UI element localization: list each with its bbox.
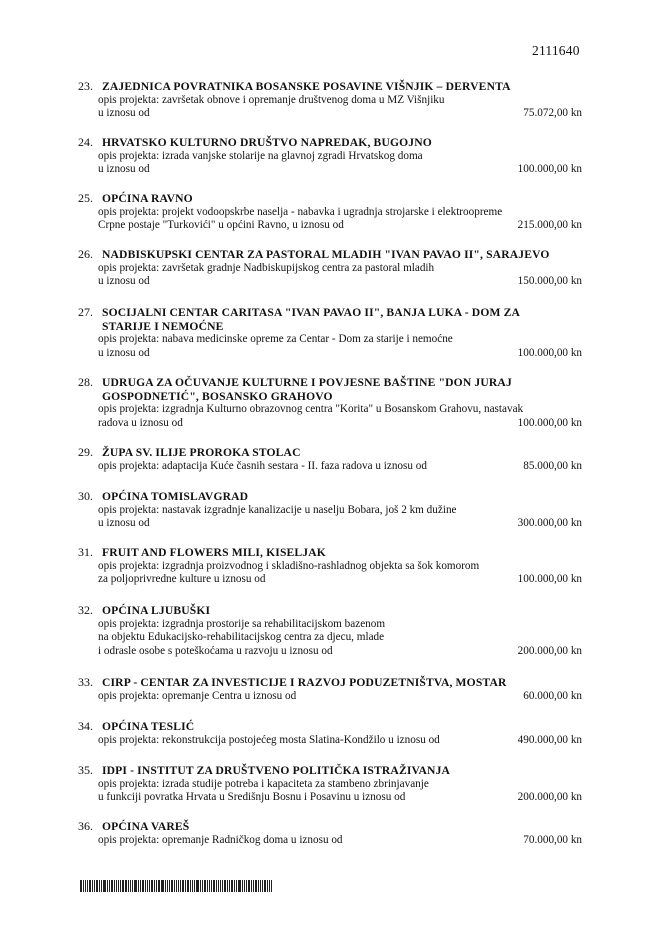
entry-description-line: opis projekta: završetak obnove i opremanje društvenog doma u MZ Višnjiku [98, 93, 445, 106]
barcode-bar [231, 880, 233, 892]
entry-title-line: HRVATSKO KULTURNO DRUŠTVO NAPREDAK, BUGOJNO [102, 136, 432, 149]
entry-title-line: OPĆINA VAREŠ [102, 820, 190, 833]
entry-amount-row [98, 734, 582, 748]
project-entry [78, 546, 582, 587]
entry-title [102, 764, 450, 778]
entry-number: 25. [78, 191, 93, 205]
barcode-bar [200, 880, 201, 892]
entry-amount: 200.000,00 kn [517, 791, 582, 803]
entry-title-line: SOCIJALNI CENTAR CARITASA "IVAN PAVAO II", BANJA LUKA - DOM ZA [102, 306, 521, 319]
entry-description-line: opis projekta: izrada studije potreba i kapaciteta za stambeno zbrinjavanje [98, 777, 429, 790]
barcode-bar [151, 880, 153, 892]
entry-amount: 100.000,00 kn [517, 416, 582, 429]
entry-description-line: opis projekta: izgradnja Kulturno obrazovnog centra "Korita" u Bosanskom Grahovu, nastavak [98, 403, 524, 415]
entry-number: 23. [78, 79, 93, 93]
entry-title-line: ŽUPA SV. ILIJE PROROKA STOLAC [102, 446, 301, 459]
barcode-bar [229, 880, 230, 892]
barcode-bar [207, 880, 208, 892]
barcode-bar [218, 880, 219, 892]
barcode-bar [111, 880, 113, 892]
barcode-bar [224, 880, 226, 892]
entry-title-line: STARIJE I NEMOĆNE [102, 319, 224, 333]
entry-amount-label: opis projekta: rekonstrukcija postojećeg mosta Slatina-Kondžilo u iznosu od [98, 733, 440, 746]
barcode-bar [238, 880, 241, 892]
entry-amount-row [98, 417, 582, 431]
barcode-bar [242, 880, 243, 892]
barcode-bar [118, 880, 119, 892]
entry-amount-label: u funkciji povratka Hrvata u Središnju Bosnu i Posavinu u iznosu od [98, 791, 406, 803]
entry-number: 27. [78, 305, 93, 319]
entry-amount-row [98, 573, 582, 587]
entry-amount-row [98, 690, 582, 704]
entry-title-line: NADBISKUPSKI CENTAR ZA PASTORAL MLADIH "IVAN PAVAO II", SARAJEVO [102, 248, 550, 261]
barcode-bar [176, 880, 177, 892]
barcode-bar [180, 880, 181, 892]
barcode-bar [202, 880, 203, 892]
entry-amount-label: za poljoprivredne kulture u iznosu od [98, 573, 266, 585]
entry-description-line: opis projekta: projekt vodoopskrbe naselja - nabavka i ugradnja strojarske i elektroopreme [98, 205, 503, 218]
project-entry [78, 820, 582, 847]
project-entry [78, 376, 582, 430]
entry-title-line: OPĆINA RAVNO [102, 192, 193, 205]
entry-amount-row [98, 460, 582, 474]
entry-title-line: FRUIT AND FLOWERS MILI, KISELJAK [102, 546, 326, 559]
entry-amount-row [98, 219, 582, 233]
entry-amount: 75.072,00 kn [523, 107, 582, 119]
entry-title [102, 676, 506, 690]
barcode-bar [187, 880, 189, 892]
entry-amount-label: Crpne postaje "Turkovići" u općini Ravno, u iznosu od [98, 219, 344, 231]
entry-title-line: OPĆINA LJUBUŠKI [102, 604, 211, 617]
document-number: 2111640 [532, 43, 580, 58]
barcode-bar [169, 880, 170, 892]
barcode-bar [178, 880, 179, 892]
entry-amount: 85.000,00 kn [523, 459, 582, 472]
barcode-bar [125, 880, 127, 892]
project-entry [78, 446, 582, 473]
project-entry [78, 604, 582, 658]
entry-title [102, 136, 432, 150]
barcode-bar [101, 880, 102, 892]
barcode-bar [251, 880, 252, 892]
entry-number: 31. [78, 545, 93, 559]
entry-title [102, 720, 194, 734]
entry-title-line: ZAJEDNICA POVRATNIKA BOSANSKE POSAVINE VIŠNJIK – DERVENTA [102, 80, 511, 93]
barcode-bar [140, 880, 141, 892]
entry-number: 24. [78, 135, 93, 149]
entry-number: 30. [78, 489, 93, 503]
barcode-bar [156, 880, 157, 892]
entry-amount-row [98, 163, 582, 177]
entry-amount-row [98, 107, 582, 121]
entry-amount: 60.000,00 kn [523, 689, 582, 702]
barcode-bar [262, 880, 263, 892]
barcode-bar [258, 880, 259, 892]
barcode-bar [99, 880, 100, 892]
entry-number: 26. [78, 247, 93, 261]
barcode-bar [134, 880, 137, 892]
barcode-bar [161, 880, 164, 892]
barcode-bar [260, 880, 261, 892]
entry-amount: 215.000,00 kn [517, 219, 582, 231]
entry-amount-row [98, 645, 582, 659]
barcode-bar [171, 880, 173, 892]
project-entry [78, 136, 582, 177]
barcode-bar [130, 880, 131, 892]
entry-number: 29. [78, 445, 93, 459]
entry-title-line: OPĆINA TESLIĆ [102, 720, 195, 733]
entry-number: 28. [78, 375, 93, 389]
entry-title [102, 546, 326, 560]
barcode-bar [142, 880, 144, 892]
barcode-bar [145, 880, 146, 892]
entry-amount-row [98, 791, 582, 805]
barcode-bar [234, 880, 235, 892]
barcode-bar [122, 880, 124, 892]
entry-amount: 100.000,00 kn [517, 163, 582, 175]
barcode-bar [185, 880, 186, 892]
barcode-bar [182, 880, 184, 892]
entry-amount: 300.000,00 kn [517, 517, 582, 529]
entry-amount-label: i odrasle osobe s poteškoćama u razvoju u iznosu od [98, 644, 333, 657]
entry-title [102, 192, 193, 206]
project-entry [78, 80, 582, 121]
entry-amount-label: opis projekta: opremanje Radničkog doma u iznosu od [98, 833, 343, 846]
entry-description-line: opis projekta: izgradnja prostorije sa rehabilitacijskom bazenom [98, 617, 386, 630]
entry-title [102, 490, 248, 504]
entry-title-line: CIRP - CENTAR ZA INVESTICIJE I RAZVOJ PODUZETNIŠTVA, MOSTAR [102, 676, 507, 689]
entry-number: 34. [78, 719, 93, 733]
barcode-bar [196, 880, 199, 892]
barcode-bar [194, 880, 195, 892]
barcode-bar [116, 880, 117, 892]
barcode-bar [264, 880, 266, 892]
barcode-bar [109, 880, 110, 892]
entry-number: 36. [78, 819, 93, 833]
entry-number: 32. [78, 603, 93, 617]
barcode-bar [227, 880, 228, 892]
barcode-bar [271, 880, 272, 892]
entry-title-line: IDPI - INSTITUT ZA DRUŠTVENO POLITIČKA ISTRAŽIVANJA [102, 764, 451, 777]
project-entry [78, 720, 582, 747]
barcode-bar [85, 880, 86, 892]
barcode-bar [192, 880, 193, 892]
barcode-bar [267, 880, 268, 892]
entry-amount: 200.000,00 kn [517, 644, 582, 657]
barcode [80, 880, 273, 892]
barcode-bar [165, 880, 166, 892]
barcode-bar [92, 880, 93, 892]
barcode-bar [269, 880, 270, 892]
entry-title [102, 248, 550, 262]
entry-title-line: UDRUGA ZA OČUVANJE KULTURNE I POVJESNE BAŠTINE "DON JURAJ [102, 376, 512, 389]
barcode-bar [132, 880, 133, 892]
barcode-bar [107, 880, 108, 892]
barcode-bar [87, 880, 88, 892]
barcode-bar [114, 880, 115, 892]
barcode-bar [248, 880, 250, 892]
barcode-bar [209, 880, 210, 892]
entry-description-line: opis projekta: izrada vanjske stolarije na glavnoj zgradi Hrvatskog doma [98, 149, 423, 162]
entry-amount-label: u iznosu od [98, 163, 150, 175]
project-entry [78, 490, 582, 531]
entry-amount-label: radova u iznosu od [98, 416, 183, 429]
barcode-bar [211, 880, 212, 892]
entry-title [102, 306, 520, 333]
entry-number: 35. [78, 763, 93, 777]
barcode-bar [204, 880, 206, 892]
project-entry [78, 764, 582, 805]
barcode-bar [244, 880, 245, 892]
barcode-bar [103, 880, 106, 892]
barcode-bar [213, 880, 215, 892]
entry-title [102, 446, 301, 460]
entry-title-line: OPĆINA TOMISLAVGRAD [102, 490, 249, 503]
entry-amount-label: u iznosu od [98, 517, 150, 529]
barcode-bar [174, 880, 175, 892]
barcode-bar [89, 880, 91, 892]
entry-amount-label: u iznosu od [98, 346, 150, 359]
barcode-bar [138, 880, 139, 892]
barcode-bar [167, 880, 168, 892]
barcode-bar [190, 880, 191, 892]
entry-amount: 70.000,00 kn [523, 833, 582, 846]
entry-title [102, 820, 189, 834]
entry-title [102, 604, 210, 618]
barcode-bar [147, 880, 148, 892]
entry-description-line: opis projekta: izgradnja proizvodnog i skladišno-rashladnog objekta sa šok komorom [98, 559, 480, 572]
entry-amount-label: u iznosu od [98, 107, 150, 119]
barcode-bar [158, 880, 160, 892]
barcode-bar [120, 880, 121, 892]
project-entry [78, 248, 582, 289]
entry-title-line: GOSPODNETIĆ", BOSANSKO GRAHOVO [102, 389, 333, 403]
barcode-bar [80, 880, 82, 892]
project-entry [78, 676, 582, 703]
barcode-bar [94, 880, 95, 892]
entry-amount-row [98, 347, 582, 361]
barcode-bar [222, 880, 223, 892]
entry-amount: 100.000,00 kn [517, 573, 582, 585]
entry-amount-row [98, 275, 582, 289]
entry-amount-row [98, 517, 582, 531]
barcode-bar [154, 880, 155, 892]
barcode-bar [216, 880, 217, 892]
entry-number: 33. [78, 675, 93, 689]
barcode-bar [253, 880, 254, 892]
entry-description-line: opis projekta: nastavak izgradnje kanalizacije u naselju Bobara, još 2 km dužine [98, 503, 457, 516]
barcode-bar [83, 880, 84, 892]
entry-amount: 150.000,00 kn [517, 275, 582, 287]
entry-amount-label: u iznosu od [98, 275, 150, 287]
entry-amount-row [98, 834, 582, 848]
entry-amount-label: opis projekta: adaptacija Kuće časnih sestara - II. faza radova u iznosu od [98, 459, 427, 472]
entry-title [102, 80, 511, 94]
entry-amount: 100.000,00 kn [517, 346, 582, 359]
entry-amount-label: opis projekta: opremanje Centra u iznosu od [98, 689, 297, 702]
project-entry [78, 192, 582, 233]
entry-description-line: na objektu Edukacijsko-rehabilitacijskog centra za djecu, mlade [98, 631, 385, 643]
barcode-bar [96, 880, 98, 892]
entry-title [102, 376, 512, 403]
entry-amount: 490.000,00 kn [517, 733, 582, 746]
entry-description-line: opis projekta: završetak gradnje Nadbiskupijskog centra za pastoral mladih [98, 261, 435, 274]
project-entry [78, 306, 582, 360]
barcode-bar [236, 880, 237, 892]
barcode-bar [128, 880, 129, 892]
barcode-bar [255, 880, 257, 892]
barcode-bar [246, 880, 247, 892]
barcode-bar [149, 880, 150, 892]
barcode-bar [220, 880, 221, 892]
entry-description-line: opis projekta: nabava medicinske opreme za Centar - Dom za starije i nemoćne [98, 333, 453, 345]
